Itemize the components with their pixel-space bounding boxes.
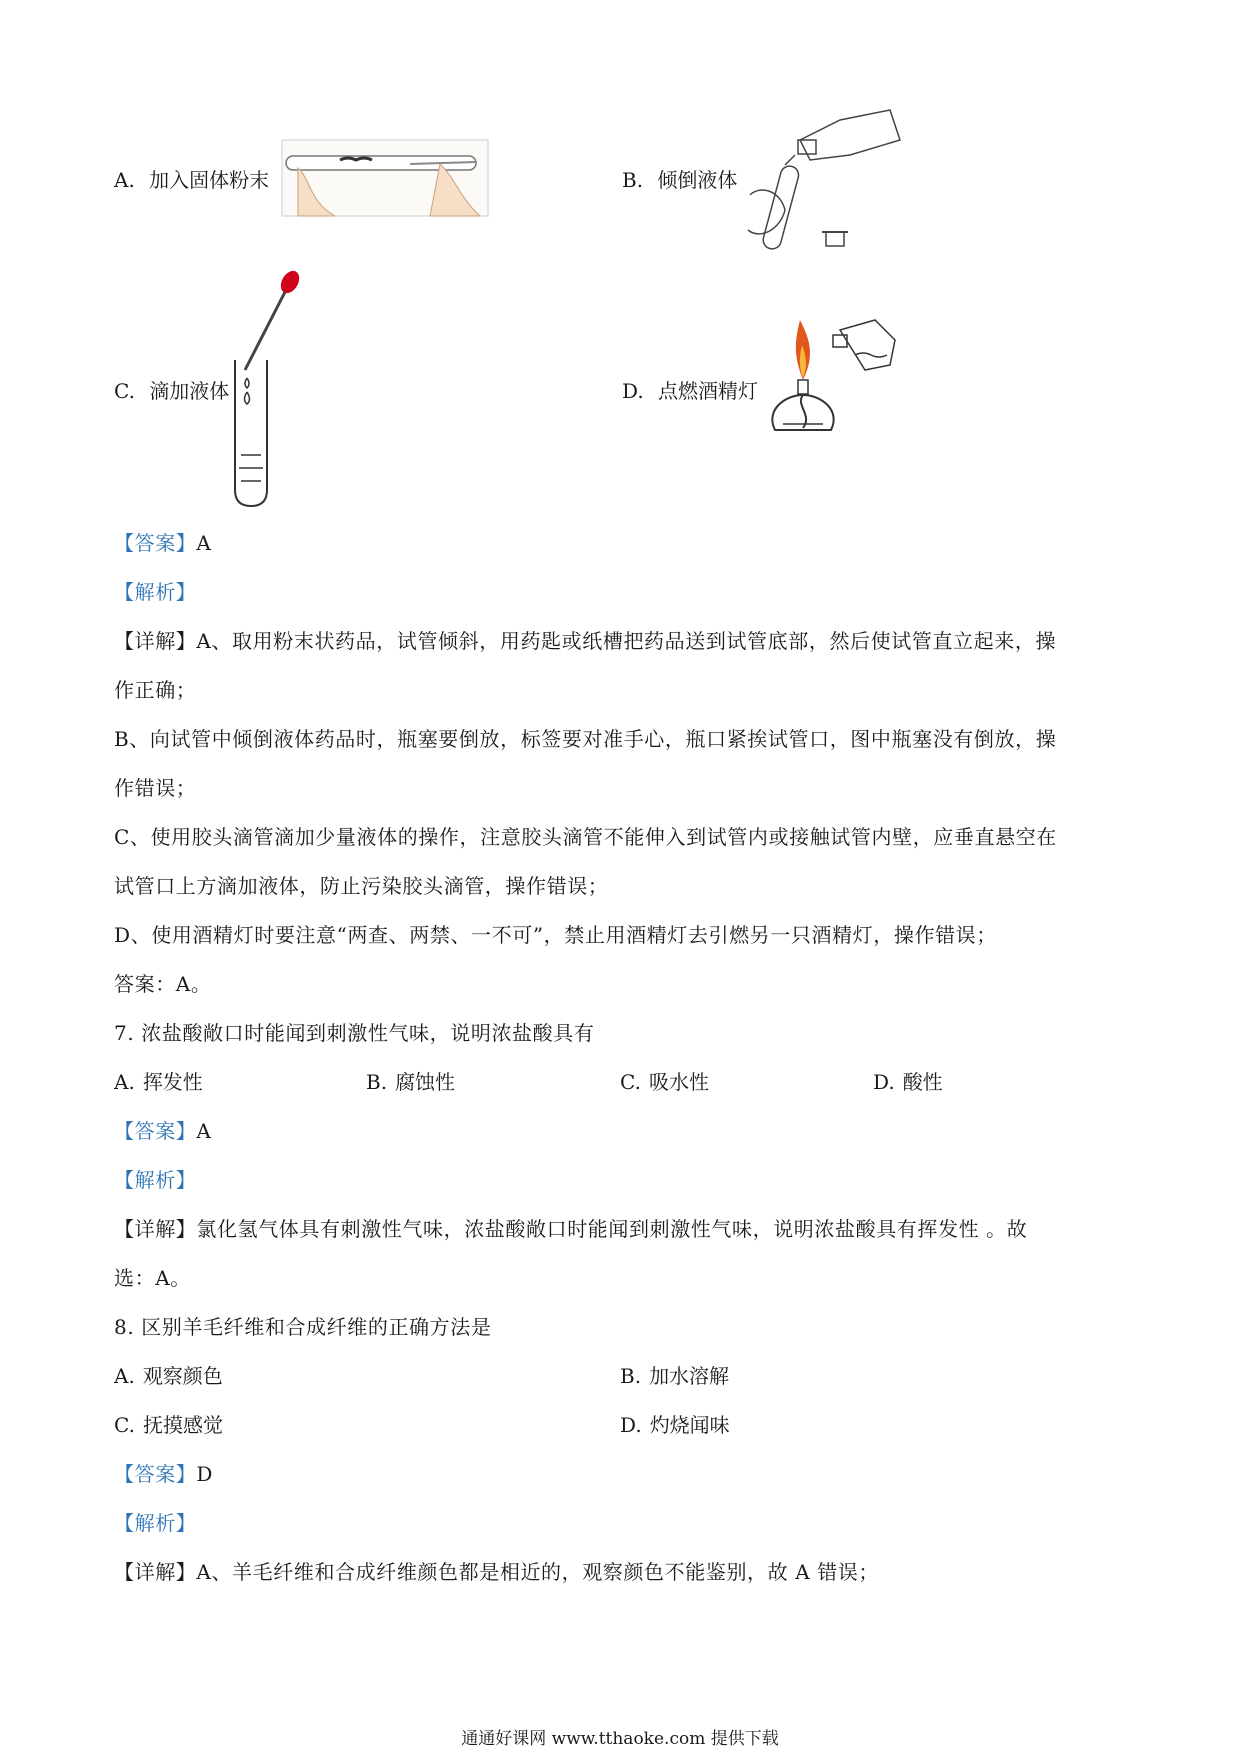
q8-answer: 【答案】D [114, 1462, 214, 1486]
q6-analysis-tag: 【解析】 [114, 580, 197, 604]
q8-option-c: C. 抚摸感觉 [114, 1413, 223, 1437]
q7-answer: 【答案】A [114, 1119, 212, 1143]
q6-detail-line3: B、向试管中倾倒液体药品时，瓶塞要倒放，标签要对准手心，瓶口紧挨试管口，图中瓶塞没有倒放，操 [114, 727, 1057, 751]
q7-option-c: C. 吸水性 [620, 1070, 709, 1094]
q8-option-d: D. 灼烧闻味 [620, 1413, 730, 1437]
dropper-test-tube-illustration [225, 270, 305, 510]
q7-analysis-tag: 【解析】 [114, 1168, 197, 1192]
q6-detail-line2: 作正确； [114, 678, 197, 702]
q6-detail-line5: C、使用胶头滴管滴加少量液体的操作，注意胶头滴管不能伸入到试管内或接触试管内壁，应垂直悬空在 [114, 825, 1057, 849]
q6-option-b: B. 倾倒液体 [622, 168, 738, 192]
q8-option-b: B. 加水溶解 [620, 1364, 730, 1388]
alcohol-lamp-illustration [755, 310, 905, 460]
q7-option-b: B. 腐蚀性 [366, 1070, 456, 1094]
q6-detail-line6: 试管口上方滴加液体，防止污染胶头滴管，操作错误； [114, 874, 609, 898]
q6-option-c: C. 滴加液体 [114, 379, 230, 403]
q6-detail-line4: 作错误； [114, 776, 197, 800]
q6-option-d: D. 点燃酒精灯 [622, 379, 759, 403]
q8-option-a: A. 观察颜色 [114, 1364, 223, 1388]
test-tube-powder-illustration [280, 138, 490, 218]
q7-stem: 7. 浓盐酸敞口时能闻到刺激性气味，说明浓盐酸具有 [114, 1021, 595, 1045]
q8-stem: 8. 区别羊毛纤维和合成纤维的正确方法是 [114, 1315, 492, 1339]
q6-detail-line7: D、使用酒精灯时要注意“两查、两禁、一不可”，禁止用酒精灯去引燃另一只酒精灯，操作错误； [114, 923, 997, 947]
page-footer: 通通好课网 www.tthaoke.com 提供下载 [461, 1729, 779, 1749]
q7-detail-line1: 【详解】氯化氢气体具有刺激性气味，浓盐酸敞口时能闻到刺激性气味，说明浓盐酸具有挥发性 。故 [114, 1217, 1028, 1241]
q6-answer: 【答案】A [114, 531, 212, 555]
q6-detail-line8: 答案：A。 [114, 972, 212, 996]
q7-option-a: A. 挥发性 [114, 1070, 203, 1094]
q6-detail-line1: 【详解】A、取用粉末状药品，试管倾斜，用药匙或纸槽把药品送到试管底部，然后使试管直立起来，操 [114, 629, 1057, 653]
pouring-liquid-illustration [740, 100, 910, 260]
q7-option-d: D. 酸性 [873, 1070, 943, 1094]
q8-analysis-tag: 【解析】 [114, 1511, 197, 1535]
q7-detail-line2: 选：A。 [114, 1266, 191, 1290]
q6-option-a: A. 加入固体粉末 [114, 168, 270, 192]
q8-detail-line1: 【详解】A、羊毛纤维和合成纤维颜色都是相近的，观察颜色不能鉴别，故 A 错误； [114, 1560, 880, 1584]
